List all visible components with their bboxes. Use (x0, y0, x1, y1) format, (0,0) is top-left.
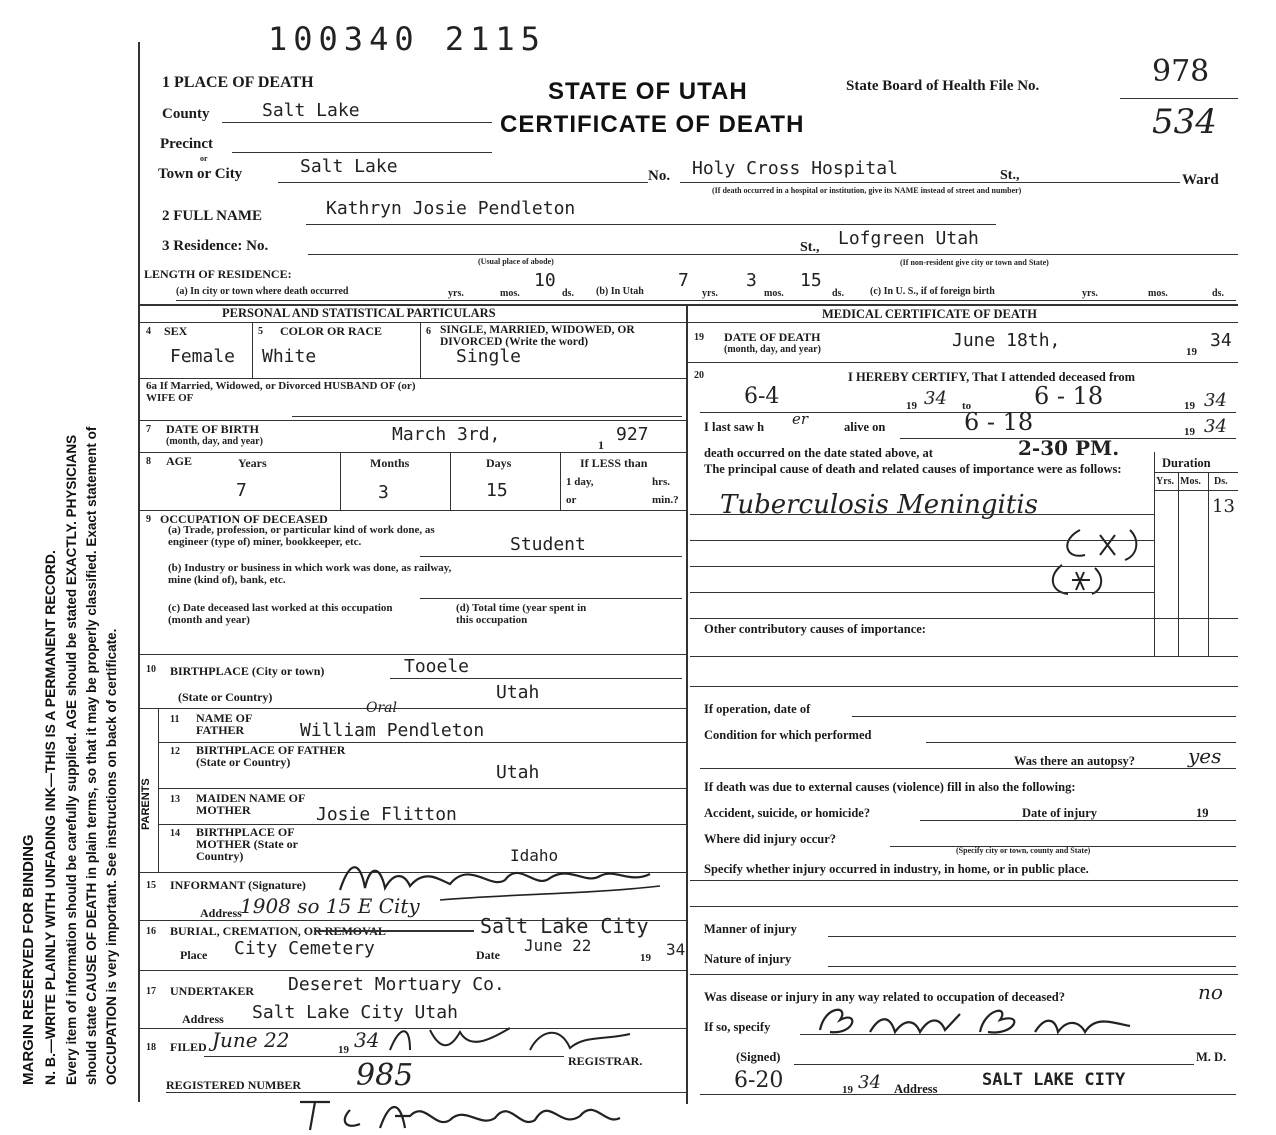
last-saw-date: 6 - 18 (964, 408, 1034, 436)
last-saw-label: I last saw h (704, 420, 765, 434)
accident-line (920, 820, 1236, 821)
father-value: William Pendleton (300, 720, 485, 741)
margin-binding-note: MARGIN RESERVED FOR BINDING (20, 834, 37, 1085)
mother-bp-number: 14 (170, 828, 180, 839)
spouse-label: 6a If Married, Widowed, or Divorced HUSBAND OF (or) WIFE OF (146, 380, 416, 404)
manner-label: Manner of injury (704, 922, 797, 936)
attended-from-year: 34 (924, 388, 947, 409)
marital-value: Single (456, 346, 522, 367)
personal-heading-line (140, 322, 686, 323)
cause-line-4 (690, 592, 1154, 593)
mother-bp-value: Idaho (510, 846, 559, 865)
age-months-value: 3 (378, 482, 389, 503)
burial-place-label: Place (180, 948, 208, 962)
place-heading: 1 PLACE OF DEATH (162, 74, 314, 91)
spouse-section-line (140, 420, 686, 421)
full-name-value: Kathryn Josie Pendleton (326, 198, 576, 219)
specify-line-1 (690, 880, 1238, 881)
town-label: Town or City (158, 166, 243, 182)
birthplace-state: Utah (496, 682, 540, 703)
cause-line-2 (690, 540, 1154, 541)
age-divider-1 (340, 452, 341, 510)
spouse-line (292, 416, 682, 417)
duration-mos-label: Mos. (1180, 476, 1201, 487)
length-utah-label: (b) In Utah (596, 286, 644, 297)
operation-line (852, 716, 1236, 717)
sex-number: 4 (146, 326, 151, 337)
mother-number: 13 (170, 794, 180, 805)
accident-label: Accident, suicide, or homicide? (704, 806, 871, 820)
dob-value: March 3rd, (392, 424, 501, 445)
age-years-value: 7 (236, 480, 247, 501)
age-min-label: min.? (652, 494, 679, 506)
margin-permanent-record-note: N. B.—WRITE PLAINLY WITH UNFADING INK—THIS IS A PERMANENT RECORD. (42, 550, 58, 1085)
bottom-signature (290, 1090, 630, 1134)
occupation-c-label: (c) Date deceased last worked at this occupation (month and year) (168, 602, 393, 626)
length-utah-years: 7 (678, 270, 689, 291)
physician-address-line (700, 1094, 1236, 1095)
county-line (222, 122, 492, 123)
length-utah-yrs-label: yrs. (702, 288, 718, 299)
dod-number: 19 (694, 332, 704, 343)
length-city-mos-label: mos. (500, 288, 520, 299)
residence-line (308, 254, 1238, 255)
where-injury-note: (Specify city or town, county and State) (956, 846, 1091, 855)
center-column-divider (686, 304, 688, 1104)
burial-year: 34 (666, 940, 686, 959)
informant-label: INFORMANT (Signature) (170, 878, 306, 892)
dod-label: DATE OF DEATH (724, 330, 821, 344)
injury-date-label: Date of injury (1022, 806, 1097, 820)
father-note: Oral (366, 700, 397, 716)
marital-label: SINGLE, MARRIED, WIDOWED, OR DIVORCED (Write the word) (440, 324, 635, 348)
birthplace-city: Tooele (404, 656, 470, 677)
cause-line-3 (690, 566, 1154, 567)
length-us-label: (c) In U. S., if of foreign birth (870, 286, 995, 297)
town-line (278, 182, 648, 183)
operation-label: If operation, date of (704, 702, 811, 716)
file-number-1: 978 (1152, 54, 1210, 89)
parents-divider (158, 708, 159, 872)
registered-number: 985 (356, 1058, 414, 1093)
last-saw-her: er (792, 410, 809, 428)
last-saw-year-prefix: 19 (1184, 426, 1195, 438)
ward-label: Ward (1182, 172, 1219, 188)
autopsy-line (700, 768, 1236, 769)
sign-date: 6-20 (734, 1068, 784, 1093)
occupation-disease-value: no (1198, 980, 1223, 1004)
signed-line (794, 1064, 1194, 1065)
undertaker-name: Deseret Mortuary Co. (288, 974, 505, 995)
length-city-ds-label: ds. (562, 288, 574, 299)
sign-year: 34 (858, 1072, 881, 1093)
manner-line (828, 936, 1236, 937)
file-number-2: 534 (1152, 102, 1217, 142)
occupation-line (140, 654, 686, 655)
length-line (176, 300, 1236, 301)
duration-divider-1 (1178, 472, 1179, 656)
physician-address-label: Address (894, 1082, 938, 1096)
file-number-line (1120, 98, 1238, 99)
duration-left-border (1154, 452, 1155, 656)
age-months-label: Months (370, 456, 410, 470)
full-name-line (306, 224, 996, 225)
residence-label: 3 Residence: No. (162, 238, 269, 254)
sex-label: SEX (164, 324, 188, 338)
hospital-value: Holy Cross Hospital (692, 158, 898, 179)
condition-line (926, 742, 1236, 743)
father-bp-line (158, 788, 686, 789)
dob-year-prefix: 1 (598, 438, 604, 452)
age-less-label: If LESS than (580, 456, 648, 470)
attended-to-label: to (962, 400, 972, 412)
duration-label: Duration (1162, 456, 1211, 470)
age-days-label: Days (486, 456, 512, 470)
length-city-yrs-label: yrs. (448, 288, 464, 299)
length-us-mos-label: mos. (1148, 288, 1168, 299)
certify-label: I HEREBY CERTIFY, That I attended deceased from (848, 370, 1136, 384)
cause-line-5 (690, 618, 1238, 619)
precinct-line (232, 152, 492, 153)
town-value: Salt Lake (300, 156, 398, 177)
duration-yrs-label: Yrs. (1156, 476, 1175, 487)
birthplace-line (140, 708, 686, 709)
birthplace-state-label: (State or Country) (178, 690, 273, 704)
cause-label: The principal cause of death and related causes of importance were as follows: (704, 462, 1122, 476)
cause-marks (1040, 520, 1150, 600)
dod-note: (month, day, and year) (724, 344, 821, 355)
filed-label: FILED (170, 1040, 207, 1054)
certify-number: 20 (694, 370, 704, 381)
age-divider-3 (560, 452, 561, 510)
burial-number: 16 (146, 926, 156, 937)
form-left-border (138, 42, 140, 1102)
father-number: 11 (170, 714, 180, 725)
attended-to-year-prefix: 19 (1184, 400, 1195, 412)
autopsy-value: yes (1188, 744, 1222, 768)
burial-label: BURIAL, CREMATION, OR REMOVAL (170, 924, 386, 938)
state-title: STATE OF UTAH (548, 78, 748, 105)
dod-year-prefix: 19 (1186, 346, 1197, 358)
duration-divider-2 (1208, 472, 1209, 656)
birthplace-number: 10 (146, 664, 156, 675)
personal-heading: PERSONAL AND STATISTICAL PARTICULARS (222, 306, 496, 320)
serial-number: 100340 2115 (268, 20, 546, 58)
filed-line (204, 1056, 564, 1057)
birthplace-city-line (390, 678, 682, 679)
undertaker-address: Salt Lake City Utah (252, 1002, 458, 1023)
other-causes-label: Other contributory causes of importance: (704, 622, 926, 636)
dod-line (686, 362, 1238, 363)
residence-note: (Usual place of abode) (478, 257, 554, 266)
other-line-1 (690, 656, 1238, 657)
undertaker-number: 17 (146, 986, 156, 997)
margin-instructions-3: OCCUPATION is very important. See instructions on back of certificate. (104, 628, 119, 1085)
informant-address-label: Address (200, 906, 242, 920)
undertaker-label: UNDERTAKER (170, 984, 255, 998)
filed-number: 18 (146, 1042, 156, 1053)
injury-year-prefix: 19 (1196, 806, 1209, 820)
duration-days: 13 (1212, 496, 1235, 517)
signed-label: (Signed) (736, 1050, 781, 1064)
certificate-title: CERTIFICATE OF DEATH (500, 111, 805, 138)
nature-section-line (690, 974, 1238, 975)
length-utah-months: 3 (746, 270, 757, 291)
residence-value: Lofgreen Utah (838, 228, 979, 249)
registered-number-label: REGISTERED NUMBER (166, 1078, 302, 1092)
autopsy-label: Was there an autopsy? (1014, 754, 1135, 768)
occupation-number: 9 (146, 514, 151, 525)
age-days-value: 15 (486, 480, 508, 501)
cause-value: Tuberculosis Meningitis (720, 490, 1038, 520)
filed-year: 34 (354, 1028, 380, 1052)
burial-place: City Cemetery (234, 938, 375, 959)
marital-line (140, 378, 686, 379)
dob-note: (month, day, and year) (166, 436, 263, 447)
dob-year: 927 (616, 424, 649, 445)
dob-line (140, 452, 686, 453)
street-label: St., (1000, 168, 1020, 183)
alive-on-label: alive on (844, 420, 886, 434)
duration-ds-label: Ds. (1214, 476, 1228, 487)
burial-value: Salt Lake City (480, 914, 649, 938)
occupation-heading: OCCUPATION OF DECEASED (160, 512, 328, 526)
occupation-b-line (420, 598, 682, 599)
county-label: County (162, 106, 210, 122)
attended-to-year: 34 (1204, 390, 1227, 411)
filed-date: June 22 (212, 1028, 290, 1052)
occupation-d-label: (d) Total time (year spent in this occupation (456, 602, 587, 626)
other-line-2 (690, 686, 1238, 687)
sex-divider (252, 322, 253, 378)
length-us-yrs-label: yrs. (1082, 288, 1098, 299)
condition-label: Condition for which performed (704, 728, 872, 742)
age-line (140, 510, 686, 511)
death-time: 2-30 PM. (1018, 436, 1120, 460)
cause-line-1 (690, 514, 1154, 515)
length-utah-ds-label: ds. (832, 288, 844, 299)
color-label: COLOR OR RACE (280, 324, 383, 338)
color-value: White (262, 346, 317, 367)
burial-strike-line (314, 930, 474, 932)
margin-instructions-2: should state CAUSE OF DEATH in plain terms, so that it may be properly classified. Exact statement of (84, 426, 99, 1085)
length-utah-days: 15 (800, 270, 822, 291)
age-number: 8 (146, 456, 151, 467)
nature-line (828, 966, 1236, 967)
precinct-label: Precinct (160, 136, 214, 152)
burial-date-label: Date (476, 948, 500, 962)
occupation-disease-label: Was disease or injury in any way related to occupation of deceased? (704, 990, 1065, 1004)
father-label: NAME OF FATHER (196, 711, 252, 737)
county-value: Salt Lake (262, 100, 360, 121)
physician-address: SALT LAKE CITY (982, 1070, 1126, 1090)
where-injury-label: Where did injury occur? (704, 832, 837, 846)
age-hrs-label: hrs. (652, 476, 671, 488)
father-bp-number: 12 (170, 746, 180, 757)
birthplace-label: BIRTHPLACE (City or town) (170, 664, 325, 678)
occupation-a-line (420, 556, 682, 557)
age-day-label: 1 day, (566, 476, 594, 488)
md-label: M. D. (1196, 1050, 1227, 1064)
length-residence-label: LENGTH OF RESIDENCE: (144, 267, 292, 281)
undertaker-address-label: Address (182, 1012, 224, 1026)
margin-instructions-1: Every item of information should be carefully supplied. AGE should be stated EXACTLY. PHYSICIANS (64, 434, 79, 1085)
age-years-label: Years (238, 456, 267, 470)
if-so-line (800, 1034, 1236, 1035)
or-label: or (200, 154, 208, 163)
color-divider (420, 322, 421, 378)
length-us-ds-label: ds. (1212, 288, 1224, 299)
attended-from-year-prefix: 19 (906, 400, 917, 412)
length-city-months: 10 (534, 270, 556, 291)
occupation-a-label: (a) Trade, profession, or particular kind of work done, as engineer (type of) miner, bookkeeper, etc. (168, 524, 435, 548)
medical-heading: MEDICAL CERTIFICATE OF DEATH (822, 307, 1037, 321)
dob-label: DATE OF BIRTH (166, 422, 259, 436)
registrar-label: REGISTRAR. (568, 1054, 643, 1068)
duration-header-line (1154, 472, 1238, 473)
residence-st-label: St., (800, 240, 820, 255)
length-city-label: (a) In city or town where death occurred (176, 286, 349, 297)
sex-value: Female (170, 346, 236, 367)
street-no-label: No. (648, 168, 671, 184)
burial-line (140, 970, 686, 971)
father-bp-value: Utah (496, 762, 540, 783)
informant-address: 1908 so 15 E City (240, 894, 420, 918)
physician-signature (810, 1000, 1140, 1044)
hospital-note: (If death occurred in a hospital or institution, give its NAME instead of street and number) (712, 186, 1022, 195)
medical-heading-line (686, 322, 1238, 323)
sign-year-prefix: 19 (842, 1084, 853, 1096)
father-bp-label: BIRTHPLACE OF FATHER (State or Country) (196, 743, 346, 769)
full-name-label: 2 FULL NAME (162, 208, 263, 224)
if-so-label: If so, specify (704, 1020, 771, 1034)
street-line (680, 182, 1180, 183)
mother-bp-label: BIRTHPLACE OF MOTHER (State or Country) (196, 825, 298, 863)
specify-place-label: Specify whether injury occurred in industry, in home, or in public place. (704, 862, 1089, 876)
parents-side-label: PARENTS (140, 778, 152, 830)
attended-to: 6 - 18 (1034, 382, 1104, 410)
burial-year-prefix: 19 (640, 952, 651, 964)
duration-col-line (1154, 490, 1238, 491)
color-number: 5 (258, 326, 263, 337)
length-utah-mos-label: mos. (764, 288, 784, 299)
mother-value: Josie Flitton (316, 804, 457, 825)
mother-label: MAIDEN NAME OF MOTHER (196, 791, 305, 817)
marital-number: 6 (426, 326, 431, 337)
age-divider-2 (450, 452, 451, 510)
dod-value: June 18th, (952, 330, 1061, 351)
age-or-label: or (566, 494, 577, 506)
informant-number: 15 (146, 880, 156, 891)
burial-date: June 22 (524, 936, 592, 955)
external-causes-label: If death was due to external causes (violence) fill in also the following: (704, 780, 1076, 794)
occupation-b-label: (b) Industry or business in which work was done, as railway, mine (kind of), bank, etc. (168, 562, 452, 586)
death-time-label: death occurred on the date stated above, at (704, 446, 933, 460)
nature-label: Nature of injury (704, 952, 792, 966)
filed-year-prefix: 19 (338, 1044, 349, 1056)
age-label: AGE (166, 454, 193, 468)
attended-from: 6-4 (744, 384, 780, 409)
occupation-a-value: Student (510, 534, 586, 555)
nonresident-note: (If non-resident give city or town and State) (900, 258, 1049, 267)
specify-line-2 (690, 906, 1238, 907)
last-saw-year: 34 (1204, 416, 1227, 437)
file-number-label: State Board of Health File No. (846, 78, 1040, 94)
dob-number: 7 (146, 424, 151, 435)
dod-year: 34 (1210, 330, 1232, 351)
